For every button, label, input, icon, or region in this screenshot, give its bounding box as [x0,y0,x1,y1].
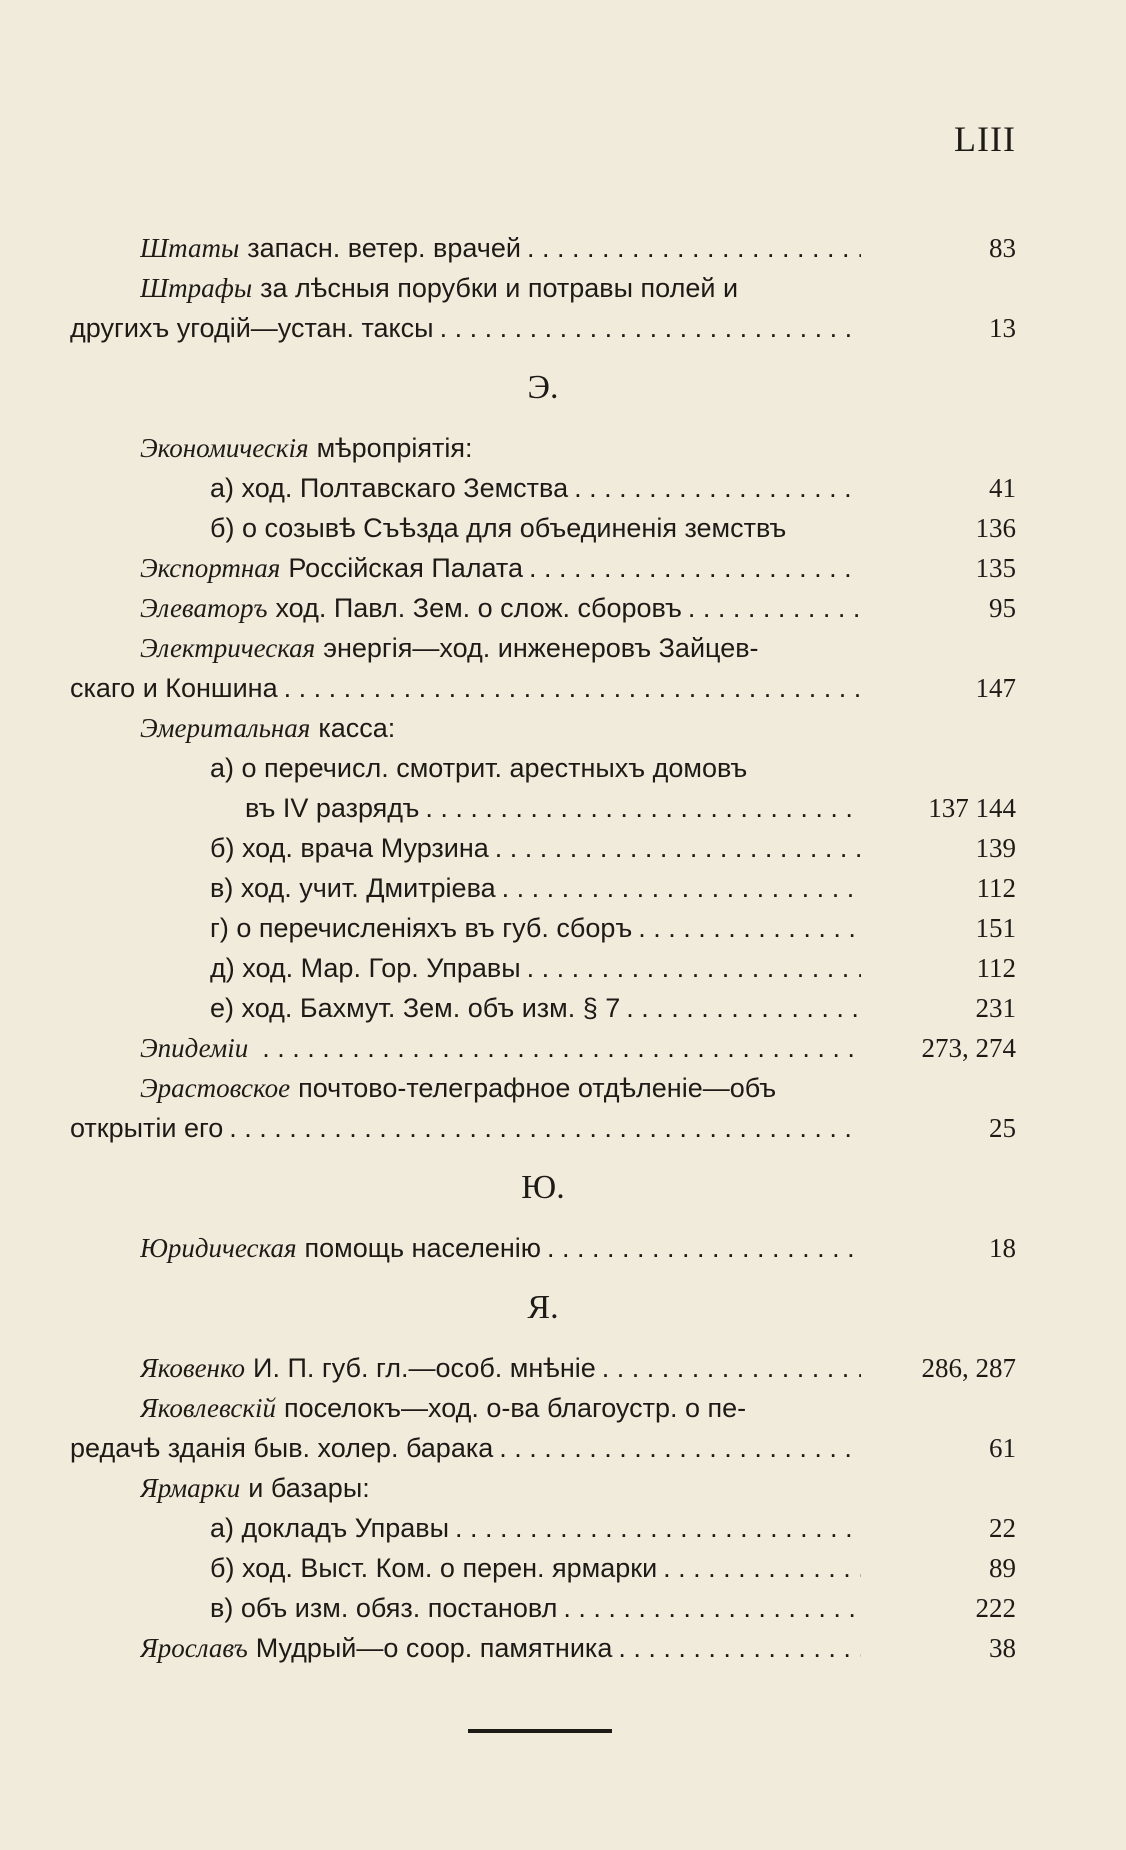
dot-leader [521,948,861,988]
entry-text: г) о перечисленіяхъ въ губ. сборъ [210,913,633,943]
entry-page: 151 [975,913,1016,943]
entry-text: энергія—ход. инженеровъ Зайцев- [323,633,759,663]
index-entry-continuation [70,1108,1016,1148]
index-entry-continuation [70,308,1016,348]
entry-text: а) о перечисл. смотрит. арестныхъ домовъ [210,753,748,783]
entry-page: 112 [976,873,1016,903]
entry-page: 18 [989,1233,1016,1263]
section-letter-ya: Я. [527,1289,559,1326]
entry-page: 231 [975,993,1016,1023]
entry-page: 13 [989,313,1016,343]
entry-page: 38 [989,1633,1016,1663]
section-letter-e: Э. [527,369,559,406]
entry-page: 286, 287 [921,1353,1016,1383]
dot-leader [496,868,861,908]
index-subentry [70,868,1016,908]
index-subentry [70,748,1016,788]
entry-page: 95 [989,593,1016,623]
entry-page: 147 [975,673,1016,703]
entry-text: почтово-телеграфное отдѣленіе—объ [298,1073,777,1103]
dot-leader [541,1228,861,1268]
index-entry [70,428,1016,468]
closing-rule [468,1729,612,1733]
index-entry [70,228,1016,268]
entry-page: 139 [975,833,1016,863]
entry-text: в) ход. учит. Дмитріева [210,873,496,903]
entry-text: д) ход. Мар. Гор. Управы [210,953,521,983]
index-entry [70,548,1016,588]
entry-keyword: Юридическая [140,1233,297,1263]
entry-text: е) ход. Бахмут. Зем. объ изм. § 7 [210,993,621,1023]
dot-leader [557,1588,861,1628]
index-subentry [70,468,1016,508]
entry-text: а) ход. Полтавскаго Земства [210,473,569,503]
entry-text: б) ход. врача Мурзина [210,833,489,863]
dot-leader [489,828,861,868]
entry-page: 273, 274 [921,1033,1016,1063]
dot-leader [596,1348,861,1388]
entry-text: б) ход. Выст. Ком. о перен. ярмарки [210,1553,658,1583]
dot-leader [632,908,861,948]
entry-text: б) о созывѣ Съѣзда для объединенія земствъ [210,513,787,543]
dot-leader [256,1028,861,1068]
entry-keyword: Ярмарки [140,1473,241,1503]
index-entry [70,588,1016,628]
entry-keyword: Ярославъ [140,1633,248,1663]
entry-text: И. П. губ. гл.—особ. мнѣніе [253,1353,596,1383]
index-subentry [70,988,1016,1028]
index-entry [70,1228,1016,1268]
dot-leader [278,668,861,708]
dot-leader [521,228,861,268]
entry-page: 89 [989,1553,1016,1583]
entry-page: 41 [989,473,1016,503]
dot-leader [493,1428,861,1468]
entry-text: другихъ угодій—устан. таксы [70,313,434,343]
entry-page: 22 [989,1513,1016,1543]
entry-text: поселокъ—ход. о-ва благоустр. о пе- [283,1393,747,1423]
index-entry [70,1068,1016,1108]
dot-leader [523,548,861,588]
index-subentry [70,1508,1016,1548]
index-entry [70,1388,1016,1428]
entry-text: и базары: [248,1473,370,1503]
entry-text: мѣропріятія: [316,433,473,463]
entry-text: ход. Павл. Зем. о слож. сборовъ [275,593,682,623]
section-letter-yu: Ю. [521,1169,565,1206]
index-subentry-continuation [70,788,1016,828]
entry-keyword: Штаты [140,233,240,263]
entry-keyword: Яковлевскій [140,1393,276,1423]
index-subentry [70,1588,1016,1628]
entry-text: в) объ изм. обяз. постановл [210,1593,558,1623]
entry-text: помощь населенію [304,1233,542,1263]
entry-text: редачѣ зданія быв. холер. барака [70,1433,494,1463]
entry-page: 83 [989,233,1016,263]
dot-leader [434,308,861,348]
entry-page: 222 [975,1593,1016,1623]
dot-leader [612,1628,861,1668]
entry-page: 135 [975,553,1016,583]
index-entry [70,268,1016,308]
dot-leader [449,1508,861,1548]
index-entry [70,1468,1016,1508]
index-entry-continuation [70,1428,1016,1468]
entry-keyword: Электрическая [140,633,316,663]
entry-keyword: Эрастовское [140,1073,291,1103]
index-subentry [70,908,1016,948]
entry-keyword: Элеваторъ [140,593,268,623]
entry-keyword: Штрафы [140,273,253,303]
entry-text: за лѣсныя порубки и потравы полей и [260,273,739,303]
entry-keyword: Эмеритальная [140,713,311,743]
dot-leader [223,1108,861,1148]
dot-leader [568,468,861,508]
entry-keyword: Яковенко [140,1353,246,1383]
index-entry [70,1348,1016,1388]
entry-keyword: Эпидеміи [140,1033,249,1063]
index-entry [70,1028,1016,1068]
dot-leader [657,1548,861,1588]
index-entry-continuation [70,668,1016,708]
entry-keyword: Экспортная [140,553,281,583]
index-entry [70,1628,1016,1668]
entry-text: открытіи его [70,1113,224,1143]
entry-page: 61 [989,1433,1016,1463]
dot-leader [682,588,861,628]
index-list [70,228,1016,1668]
index-subentry [70,1548,1016,1588]
index-entry [70,708,1016,748]
entry-page: 112 [976,953,1016,983]
index-subentry [70,508,1016,548]
entry-text: скаго и Коншина [70,673,278,703]
dot-leader [419,788,861,828]
index-subentry [70,828,1016,868]
entry-page: 136 [975,513,1016,543]
entry-text: а) докладъ Управы [210,1513,450,1543]
page-number: LIII [954,119,1016,159]
entry-text: запасн. ветер. врачей [247,233,521,263]
entry-page: 137 144 [928,793,1016,823]
index-entry [70,628,1016,668]
entry-keyword: Экономическія [140,433,309,463]
index-subentry [70,948,1016,988]
entry-text: Россійская Палата [288,553,524,583]
entry-text: касса: [318,713,396,743]
entry-page: 25 [989,1113,1016,1143]
dot-leader [620,988,861,1028]
entry-text: Мудрый—о соор. памятника [255,1633,613,1663]
entry-text: въ IV разрядъ [245,793,420,823]
